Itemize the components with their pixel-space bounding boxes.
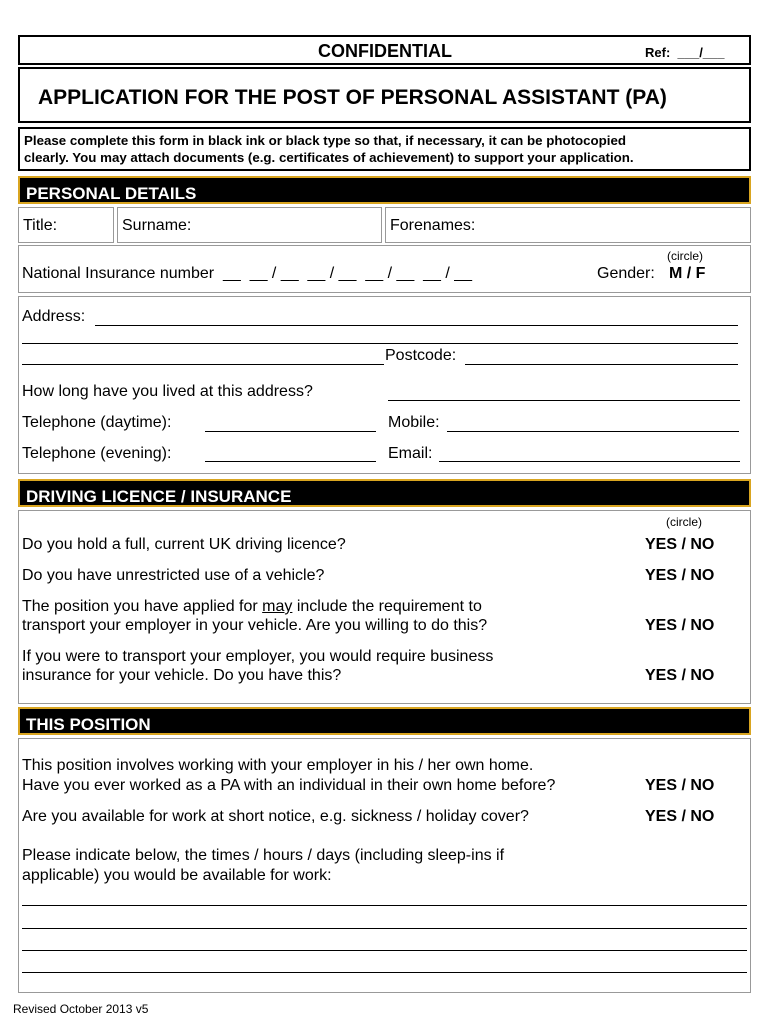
circle-note-gender: (circle) [667,249,703,263]
driving-q3-line2: transport your employer in your vehicle. Are you willing to do this? [22,617,488,634]
forenames-field[interactable] [385,207,751,243]
driving-q3-may: may [262,598,293,615]
driving-box [18,510,751,704]
section-heading-personal: PERSONAL DETAILS [18,176,751,204]
postcode-input[interactable] [465,364,738,365]
position-q1-line1: This position involves working with your employer in his / her own home. [22,757,534,774]
confidential-header [18,35,751,65]
instructions-box [18,127,751,171]
driving-q1: Do you hold a full, current UK driving licence? [22,536,346,553]
section-heading-driving: DRIVING LICENCE / INSURANCE [18,479,751,507]
driving-q3-line1 [22,598,482,616]
position-q2: Are you available for work at short notice, e.g. sickness / holiday cover? [22,808,529,825]
lived-label: How long have you lived at this address? [22,383,313,400]
driving-q3-text-a: The position you have applied for [22,598,263,615]
form-title-box [18,67,751,123]
title-label: Title: [23,217,58,234]
availability-line-3[interactable] [22,950,747,951]
circle-note-driving: (circle) [666,515,702,529]
position-q3-line2: applicable) you would be available for work: [22,867,332,884]
availability-line-4[interactable] [22,972,747,973]
gender-label: Gender: [597,265,655,282]
surname-label: Surname: [122,217,192,234]
position-q3-line1: Please indicate below, the times / hours / days (including sleep-ins if [22,847,505,864]
driving-q4-line2: insurance for your vehicle. Do you have this? [22,667,342,684]
tel-eve-input[interactable] [205,461,376,462]
postcode-label: Postcode: [385,347,457,364]
position-q2-answer[interactable]: YES / NO [645,808,715,825]
driving-q3-answer[interactable]: YES / NO [645,617,715,634]
availability-line-1[interactable] [22,905,747,906]
driving-q2-answer[interactable]: YES / NO [645,567,715,584]
address-line-2[interactable] [22,343,738,344]
email-input[interactable] [439,461,740,462]
address-label: Address: [22,308,86,325]
lived-input[interactable] [388,400,740,401]
ref-field[interactable]: Ref: ___/___ [645,45,725,60]
title-field[interactable] [18,207,114,243]
mobile-input[interactable] [447,431,739,432]
mobile-label: Mobile: [388,414,440,431]
availability-line-2[interactable] [22,928,747,929]
position-box [18,738,751,993]
driving-q2: Do you have unrestricted use of a vehicle? [22,567,325,584]
forenames-label: Forenames: [390,217,476,234]
revision-note: Revised October 2013 v5 [13,1002,149,1016]
driving-q3-text-b: include the requirement to [292,598,482,615]
driving-q4-answer[interactable]: YES / NO [645,667,715,684]
ni-number-field[interactable]: National Insurance number __ __ / __ __ / __ __ / __ __ / __ [22,265,473,282]
address-line-3[interactable] [22,364,384,365]
address-line-1[interactable] [95,325,738,326]
ni-gender-box [18,245,751,293]
driving-q1-answer[interactable]: YES / NO [645,536,715,553]
form-title: APPLICATION FOR THE POST OF PERSONAL ASSISTANT (PA) [38,86,667,109]
email-label: Email: [388,445,433,462]
tel-day-input[interactable] [205,431,376,432]
gender-options[interactable]: M / F [669,265,706,282]
position-q1-line2: Have you ever worked as a PA with an individual in their own home before? [22,777,556,794]
tel-day-label: Telephone (daytime): [22,414,172,431]
driving-q4-line1: If you were to transport your employer, you would require business [22,648,494,665]
address-box [18,296,751,474]
tel-eve-label: Telephone (evening): [22,445,172,462]
section-heading-position: THIS POSITION [18,707,751,735]
instructions-line-2: clearly. You may attach documents (e.g. certificates of achievement) to support your application. [24,150,634,165]
surname-field[interactable] [117,207,382,243]
instructions-line-1: Please complete this form in black ink or black type so that, if necessary, it can be photocopied [24,133,626,148]
position-q1-answer[interactable]: YES / NO [645,777,715,794]
confidential-label: CONFIDENTIAL [318,41,452,61]
